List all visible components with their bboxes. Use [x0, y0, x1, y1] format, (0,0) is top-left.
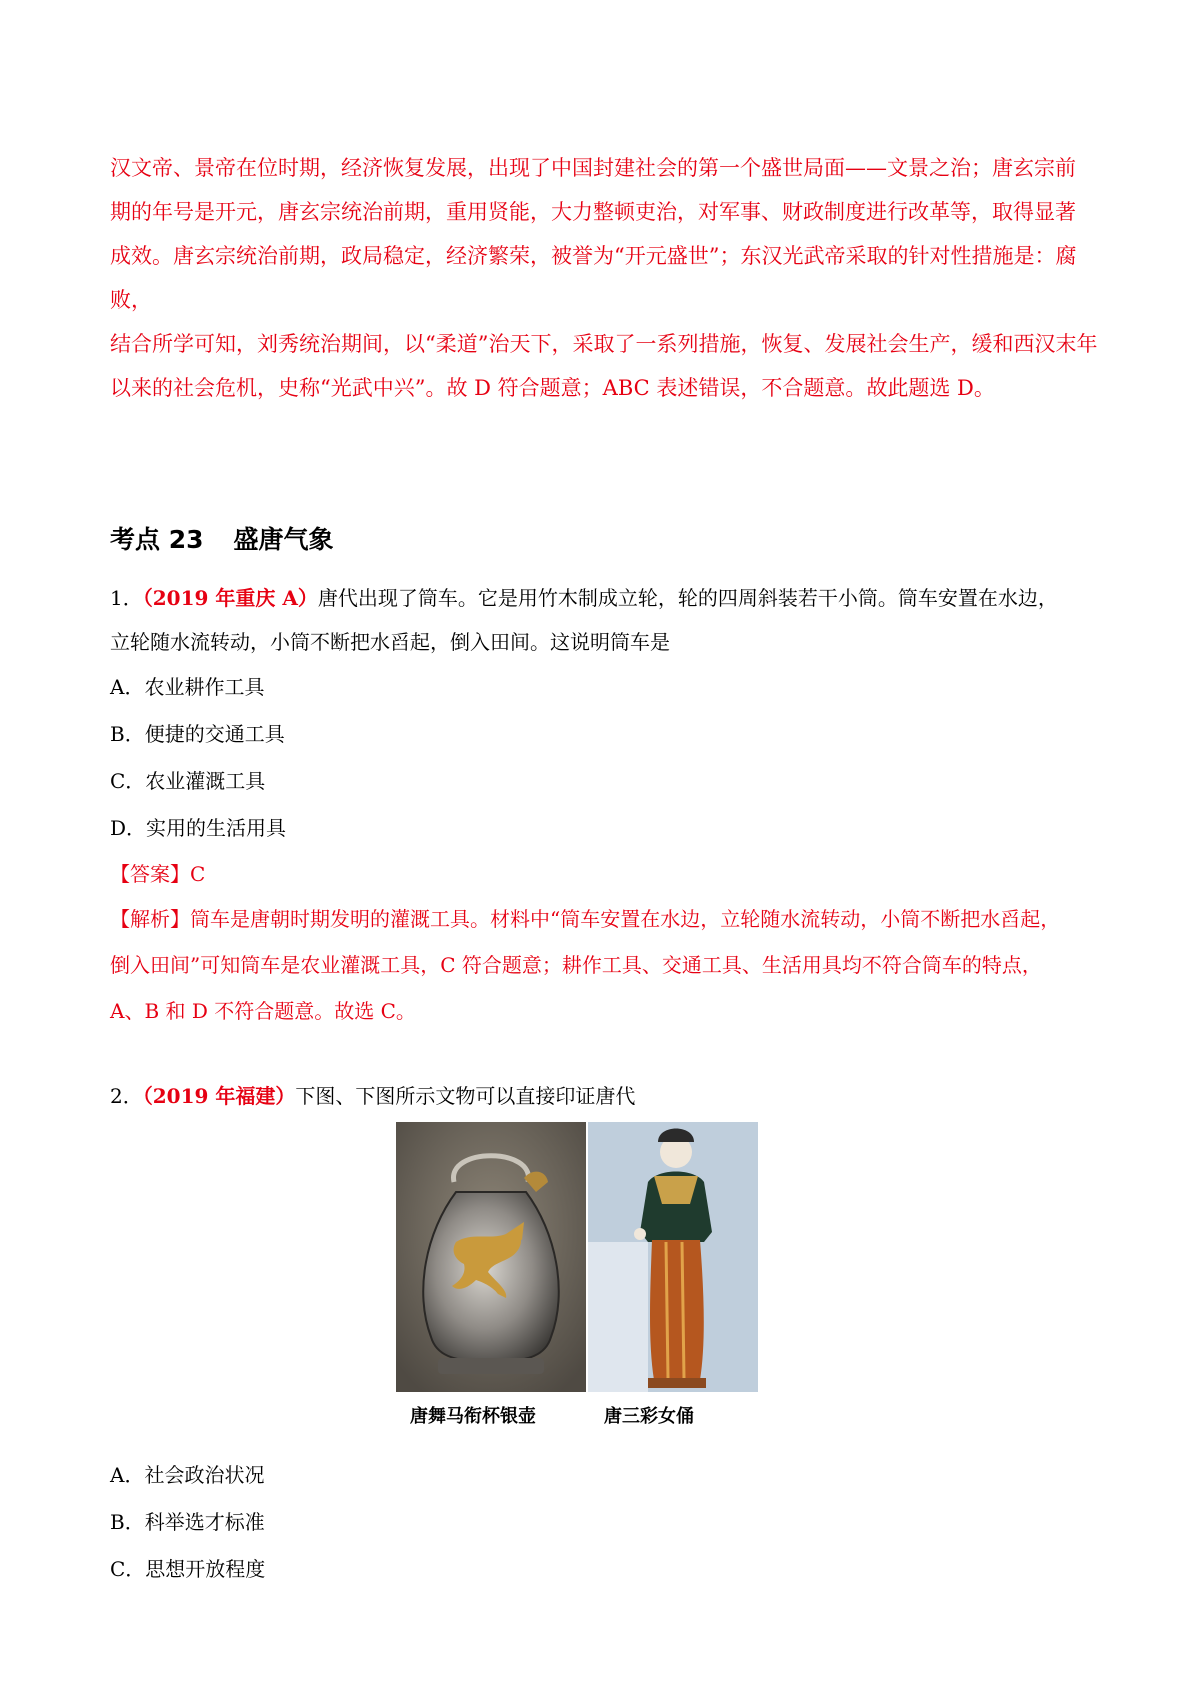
artifact-figures: [110, 1122, 1100, 1442]
option-b: B．便捷的交通工具: [110, 722, 285, 746]
question-1: [110, 576, 1100, 1034]
analysis-label: 【解析】: [110, 907, 190, 931]
question-text-continued: 立轮随水流转动，小筒不断把水舀起，倒入田间。这说明筒车是: [110, 630, 670, 654]
document-page: [110, 130, 1100, 1593]
intro-analysis-paragraph: [110, 146, 1100, 410]
answer-line: [110, 852, 1100, 896]
question-2-options: [110, 1452, 1100, 1593]
question-source: （2019 年重庆 A）: [142, 586, 318, 610]
paragraph-line: 结合所学可知，刘秀统治期间，以“柔道”治天下，采取了一系列措施，恢复、发展社会生产，缓和西汉末年: [110, 332, 1098, 356]
analysis-line: 倒入田间”可知筒车是农业灌溉工具，C 符合题意；耕作工具、交通工具、生活用具均不符合筒车的特点，: [110, 953, 1042, 977]
option-d: D．实用的生活用具: [110, 816, 287, 840]
analysis-line: A、B 和 D 不符合题意。故选 C。: [110, 999, 416, 1023]
analysis-text: 筒车是唐朝时期发明的灌溉工具。材料中“筒车安置在水边，立轮随水流转动，小筒不断把水舀起，: [190, 907, 1061, 931]
analysis-line: [110, 896, 1100, 942]
answer-label: 【答案】: [110, 862, 190, 886]
question-text: 唐代出现了筒车。它是用竹木制成立轮，轮的四周斜装若干小筒。筒车安置在水边，: [317, 586, 1058, 610]
section-heading: [110, 518, 1100, 562]
section-label: 考点 23: [110, 525, 204, 554]
question-source: （2019 年福建）: [142, 1084, 296, 1108]
analysis-block: [110, 896, 1100, 1034]
figure-caption: 唐三彩女俑: [604, 1406, 694, 1427]
option-a: A．社会政治状况: [110, 1463, 265, 1487]
option-c: C．思想开放程度: [110, 1557, 266, 1581]
tricolor-figurine-image: [588, 1122, 758, 1392]
option-b: B．科举选才标准: [110, 1510, 265, 1534]
paragraph-line: 汉文帝、景帝在位时期，经济恢复发展，出现了中国封建社会的第一个盛世局面——文景之治；唐玄宗前: [110, 156, 1076, 180]
question-2: [110, 1074, 1100, 1593]
paragraph-line: 成效。唐玄宗统治前期，政局稳定，经济繁荣，被誉为“开元盛世”；东汉光武帝采取的针对性措施是：腐败，: [110, 244, 1077, 312]
question-text: 下图、下图所示文物可以直接印证唐代: [295, 1084, 636, 1108]
question-number: 1．: [110, 586, 143, 610]
silver-flask-image: [396, 1122, 586, 1392]
answer-value: C: [190, 862, 206, 886]
question-stem: [110, 576, 1100, 620]
paragraph-line: 以来的社会危机，史称“光武中兴”。故 D 符合题意；ABC 表述错误，不合题意。故此题选 D。: [110, 376, 995, 400]
option-a: A．农业耕作工具: [110, 675, 265, 699]
section-title: 盛唐气象: [233, 525, 334, 554]
option-c: C．农业灌溉工具: [110, 769, 266, 793]
paragraph-line: 期的年号是开元，唐玄宗统治前期，重用贤能，大力整顿吏治，对军事、财政制度进行改革等，取得显著: [110, 200, 1076, 224]
figure-caption: 唐舞马衔杯银壶: [410, 1406, 536, 1427]
question-number: 2．: [110, 1084, 143, 1108]
question-stem: [110, 1074, 1100, 1118]
